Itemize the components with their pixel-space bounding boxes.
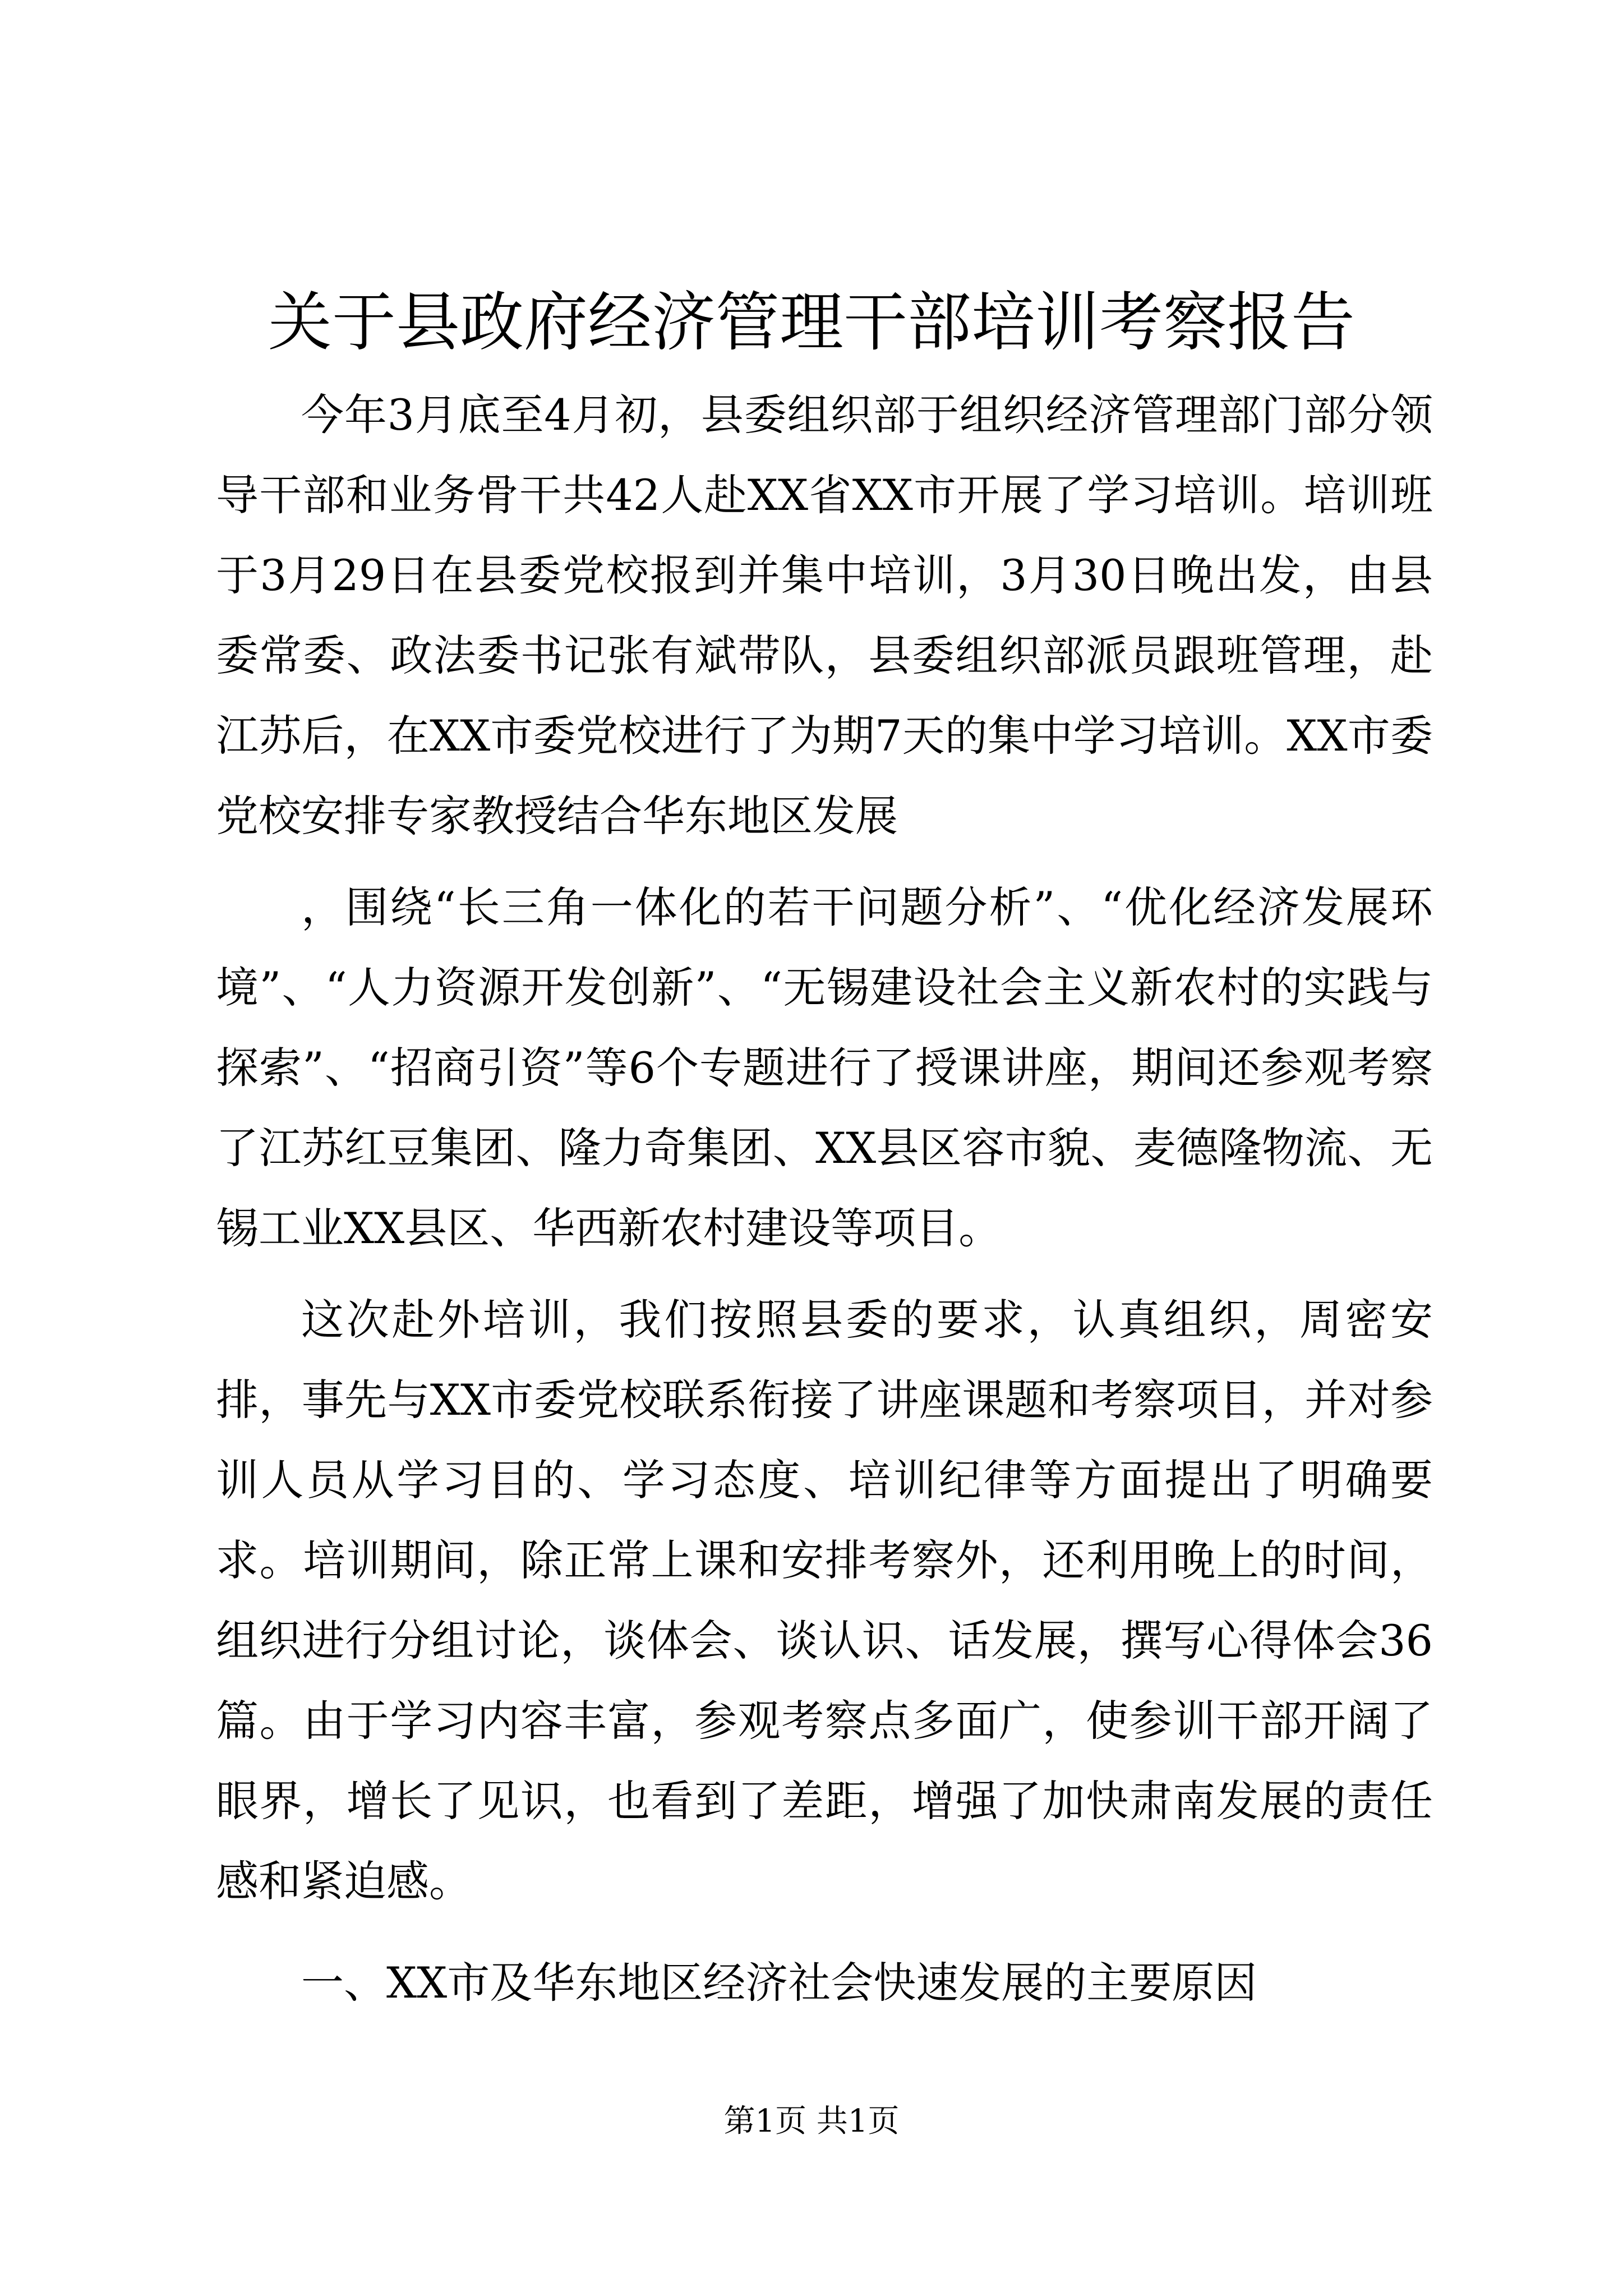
document-body	[216, 375, 1433, 2023]
document-title: 关于县政府经济管理干部培训考察报告	[268, 285, 1355, 360]
page-footer: 第1页 共1页	[723, 2103, 900, 2139]
paragraph-3: 这次赴外培训，我们按照县委的要求，认真组织，周密安排，事先与XX市委党校联系衔接了讲座课题和考察项目，并对参训人员从学习目的、学习态度、培训纪律等方面提出了明确要求。培训期间，除正常上课和安排考察外，还利用晚上的时间，组织进行分组讨论，谈体会、谈认识、话发展，撰写心得体会36篇。由于学习内容丰富，参观考察点多面广，使参训干部开阔了眼界，增长了见识，也看到了差距，增强了加快肃南发展的责任感和紧迫感。	[216, 1295, 1433, 1906]
paragraph-2: ，围绕“长三角一体化的若干问题分析”、“优化经济发展环境”、“人力资源开发创新”、“无锡建设社会主义新农村的实践与探索”、“招商引资”等6个专题进行了授课讲座，期间还参观考察了江苏红豆集团、隆力奇集团、XX县区容市貌、麦德隆物流、无锡工业XX县区、华西新农村建设等项目。	[216, 882, 1433, 1253]
section-heading-1: 一、XX市及华东地区经济社会快速发展的主要原因	[301, 1958, 1257, 2008]
paragraph-1: 今年3月底至4月初，县委组织部于组织经济管理部门部分领导干部和业务骨干共42人赴XX省XX市开展了学习培训。培训班于3月29日在县委党校报到并集中培训，3月30日晚出发，由县委常委、政法委书记张有斌带队，县委组织部派员跟班管理，赴江苏后，在XX市委党校进行了为期7天的集中学习培训。XX市委党校安排专家教授结合华东地区发展	[216, 390, 1433, 841]
